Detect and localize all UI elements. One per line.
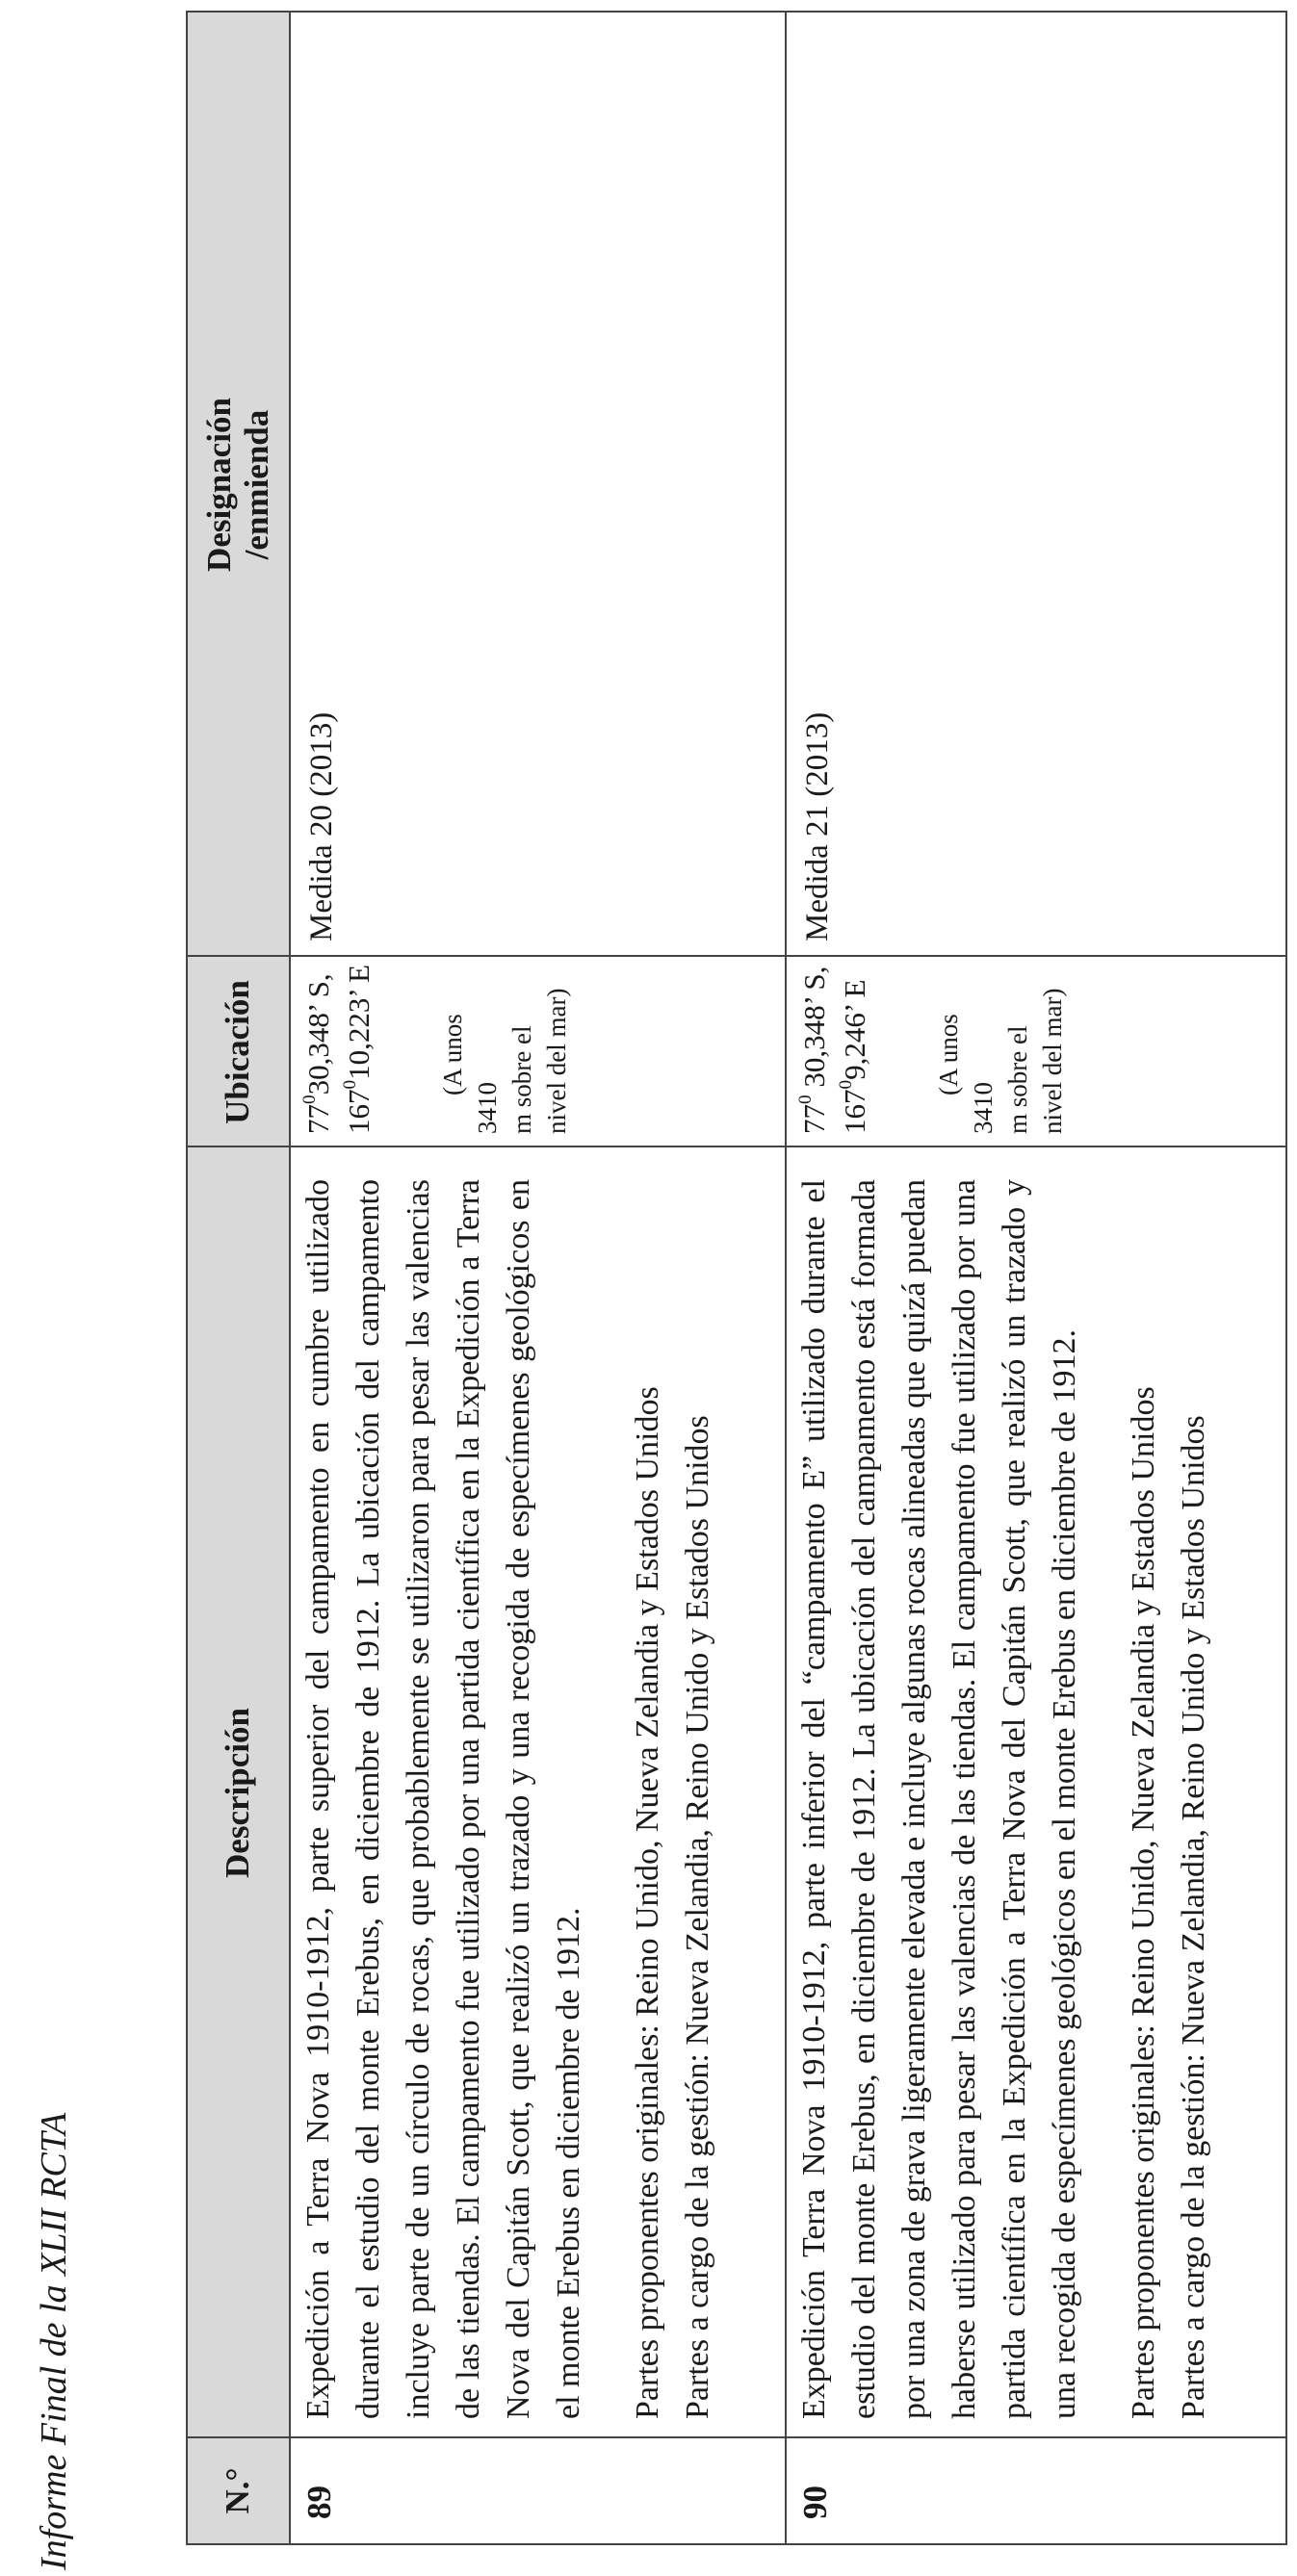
header-description bbox=[188, 1147, 289, 2438]
elevation-line-2: m sobre el bbox=[507, 1025, 536, 1134]
description-text: Expedición a Terra Nova 1910-1912, parte superior del campamento en cumbre utilizado durante el estudio del monte Erebus, en diciembre de 1912. La ubicación del campamento incluye parte de un círculo de rocas, que probablemente se utilizaron para pesar las valencias de las tiendas. El campamento fue utilizado por una partida científica en la Expedición a Terra Nova del Capitán Scott, que realizó un trazado y una recogida de especímenes geológicos en el monte Erebus en diciembre de 1912. bbox=[300, 1179, 586, 2419]
designation-text: Medida 20 (2013) bbox=[304, 711, 339, 941]
row-90-designation bbox=[785, 13, 837, 957]
longitude: $167^09,246$’ E bbox=[835, 979, 871, 1134]
elevation-line-1: (A unos 3410 bbox=[438, 1014, 502, 1134]
row-number: 89 bbox=[300, 2486, 338, 2519]
elevation-line-1: (A unos 3410 bbox=[934, 1014, 998, 1134]
header-description-label: Descripción bbox=[219, 1708, 257, 1878]
elevation-line-3: nivel del mar) bbox=[542, 988, 571, 1134]
header-location bbox=[188, 957, 289, 1147]
row-90-description bbox=[785, 1147, 1219, 2438]
row-89-num bbox=[289, 2438, 339, 2543]
row-89-description bbox=[289, 1147, 723, 2438]
header-num-label: N.° bbox=[219, 2467, 257, 2514]
latitude: $77^0$ 30,348’ S, bbox=[794, 966, 831, 1134]
original-proponents: Partes proponentes originales: Reino Unido, Nueva Zelandia y Estados Unidos bbox=[630, 1386, 665, 2419]
header-designation-label-1: Designación bbox=[200, 398, 238, 572]
row-89-location bbox=[289, 957, 574, 1147]
header-location-label: Ubicación bbox=[219, 980, 257, 1124]
historic-sites-table bbox=[186, 11, 1287, 2545]
elevation-line-3: nivel del mar) bbox=[1038, 988, 1067, 1134]
row-90-location bbox=[785, 957, 1070, 1147]
managing-parties: Partes a cargo de la gestión: Nueva Zelandia, Reino Unido y Estados Unidos bbox=[680, 1415, 715, 2419]
description-text: Expedición Terra Nova 1910-1912, parte inferior del “campamento E” utilizado durante el estudio del monte Erebus, en diciembre de 1912. La ubicación del campamento está formada por una zona de grava ligeramente elevada e incluye algunas rocas alineadas que quizá puedan haberse utilizado para pesar las valencias de las tiendas. El campamento fue utilizado por una partida científica en la Expedición a Terra Nova del Capitán Scott, que realizó un trazado y una recogida de especímenes geológicos en el monte Erebus en diciembre de 1912. bbox=[796, 1179, 1082, 2419]
running-header-title: Informe Final de la XLII RCTA bbox=[34, 2112, 74, 2570]
row-89-designation bbox=[289, 13, 341, 957]
row-90-num bbox=[785, 2438, 835, 2543]
designation-text: Medida 21 (2013) bbox=[800, 711, 835, 941]
elevation-line-2: m sobre el bbox=[1003, 1025, 1032, 1134]
header-num bbox=[188, 2438, 289, 2543]
row-number: 90 bbox=[796, 2486, 834, 2519]
latitude: $77^030,348$’ S, bbox=[298, 973, 335, 1134]
original-proponents: Partes proponentes originales: Reino Unido, Nueva Zelandia y Estados Unidos bbox=[1126, 1386, 1161, 2419]
managing-parties: Partes a cargo de la gestión: Nueva Zelandia, Reino Unido y Estados Unidos bbox=[1176, 1415, 1211, 2419]
longitude: $167^010,223$’ E bbox=[339, 964, 376, 1134]
header-designation-label-2: /enmienda bbox=[237, 409, 275, 560]
header-designation bbox=[188, 13, 289, 957]
